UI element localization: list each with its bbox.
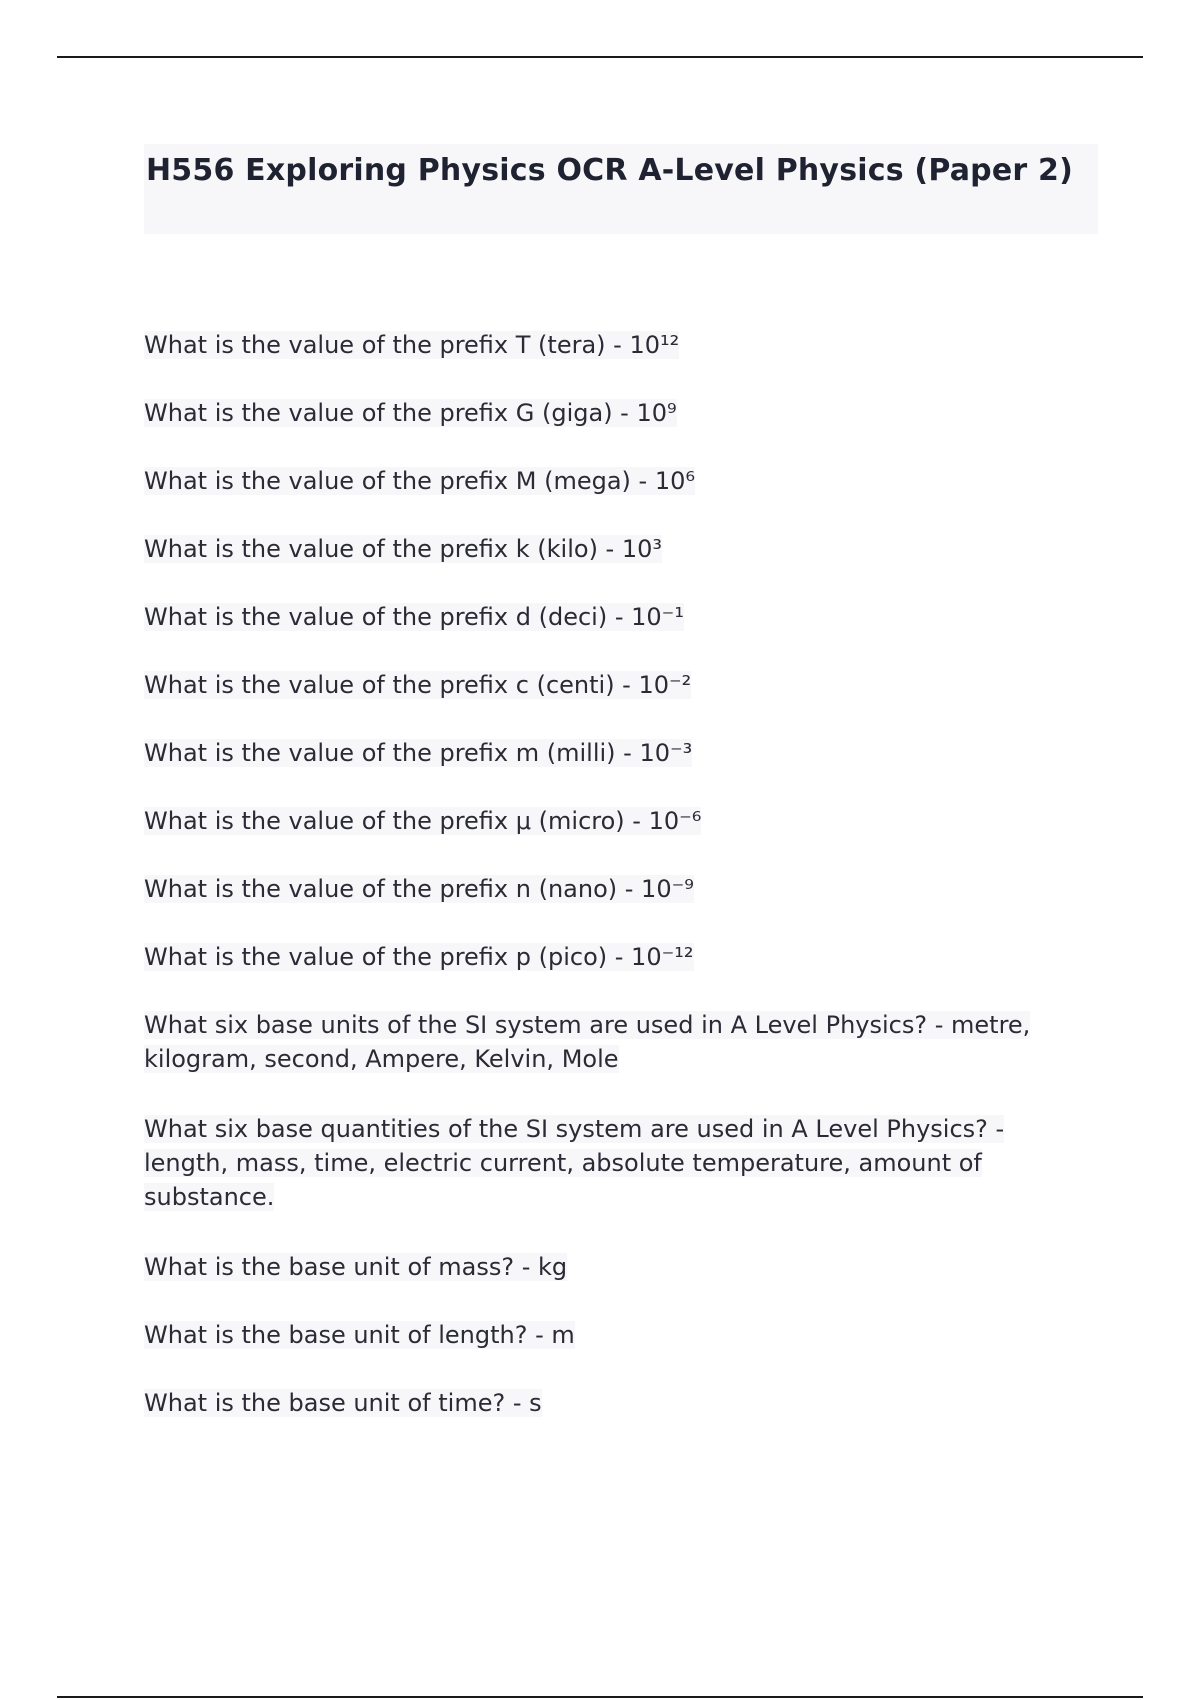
qa-text: What is the base unit of mass? - kg <box>144 1253 568 1281</box>
qa-text: What is the value of the prefix c (centi) - 10⁻² <box>144 671 692 699</box>
qa-item <box>144 532 1094 600</box>
qa-text: What is the value of the prefix n (nano) - 10⁻⁹ <box>144 875 694 903</box>
document-title: H556 Exploring Physics OCR A-Level Physics (Paper 2) <box>146 153 1073 188</box>
qa-text: What is the value of the prefix G (giga) - 10⁹ <box>144 399 677 427</box>
qa-item <box>144 940 1094 1008</box>
qa-text: What six base quantities of the SI system are used in A Level Physics? - length, mass, time, electric current, absolute temperature, amount of substance. <box>144 1115 1005 1211</box>
qa-list <box>144 328 1094 1454</box>
qa-item <box>144 1386 1094 1454</box>
qa-text: What is the value of the prefix μ (micro) - 10⁻⁶ <box>144 807 702 835</box>
qa-text: What is the base unit of length? - m <box>144 1321 575 1349</box>
qa-item <box>144 1250 1094 1318</box>
qa-item <box>144 668 1094 736</box>
bottom-rule <box>57 1696 1143 1698</box>
qa-item <box>144 464 1094 532</box>
qa-item <box>144 736 1094 804</box>
qa-text: What is the value of the prefix M (mega) - 10⁶ <box>144 467 695 495</box>
top-rule <box>57 56 1143 58</box>
qa-text: What six base units of the SI system are used in A Level Physics? - metre, kilogram, second, Ampere, Kelvin, Mole <box>144 1011 1031 1073</box>
qa-item <box>144 396 1094 464</box>
qa-text: What is the value of the prefix p (pico) - 10⁻¹² <box>144 943 694 971</box>
qa-item <box>144 328 1094 396</box>
qa-text: What is the value of the prefix T (tera) - 10¹² <box>144 331 680 359</box>
qa-text: What is the value of the prefix d (deci) - 10⁻¹ <box>144 603 684 631</box>
qa-item <box>144 804 1094 872</box>
qa-item <box>144 1008 1094 1112</box>
qa-item <box>144 1112 1094 1250</box>
qa-text: What is the value of the prefix m (milli) - 10⁻³ <box>144 739 693 767</box>
title-block <box>144 144 1098 234</box>
qa-text: What is the value of the prefix k (kilo) - 10³ <box>144 535 663 563</box>
qa-item <box>144 872 1094 940</box>
qa-text: What is the base unit of time? - s <box>144 1389 542 1417</box>
qa-item <box>144 600 1094 668</box>
qa-item <box>144 1318 1094 1386</box>
